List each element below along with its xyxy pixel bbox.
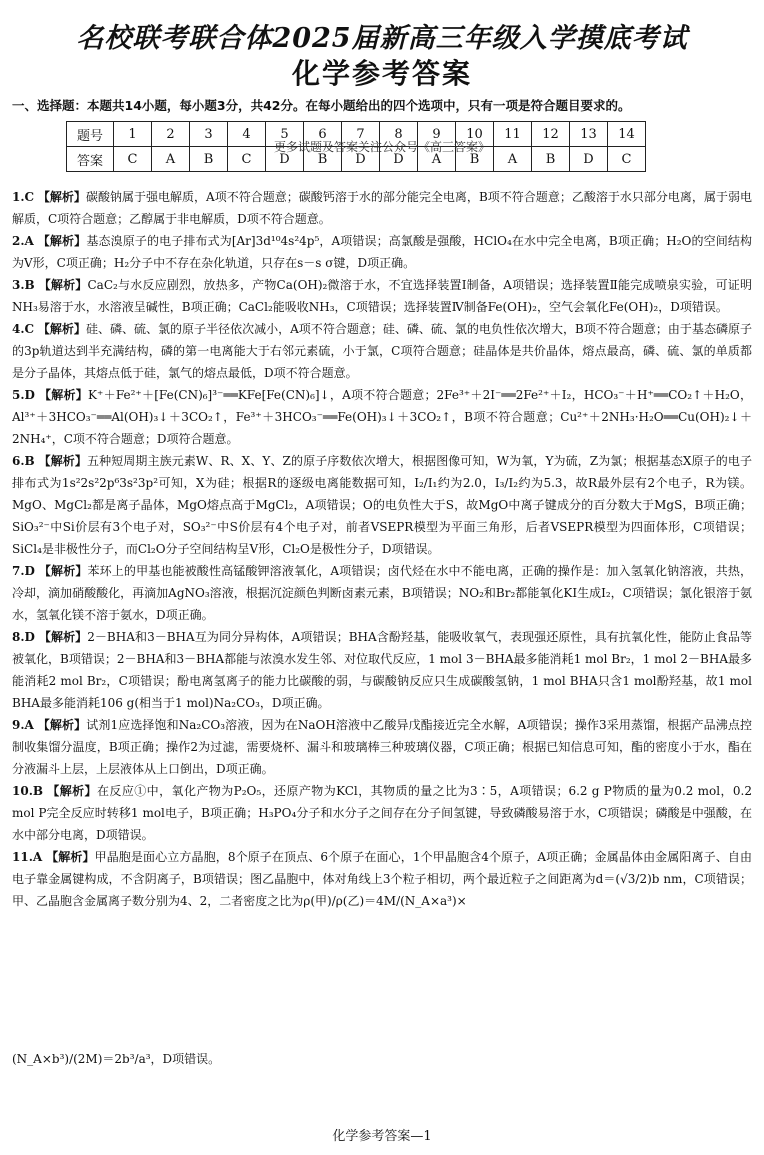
explanation-item — [12, 560, 752, 626]
question-number: 9 — [418, 122, 456, 147]
analysis-tag: 【解析】 — [37, 718, 87, 732]
item-number: 9.A — [12, 718, 34, 732]
analysis-tag: 【解析】 — [46, 850, 95, 864]
watermark-text: 更多试题及答案关注公众号《高三答案》 — [273, 140, 490, 154]
analysis-tag: 【解析】 — [37, 190, 86, 204]
item-number: 7.D — [12, 564, 35, 578]
question-number: 1 — [114, 122, 152, 147]
item-text: 五种短周期主族元素W、R、X、Y、Z的原子序数依次增大，根据图像可知，W为氧，Y为硫，Z为氯；根据基态X原子的电子排布式为1s²2s²2p⁶3s²3p²可知，X为硅；根据R的逐级电离能数据可知，I₂/I₁约为2.0，I₃/I₂约为5.3，故R最外层有2个电子，R为镁。MgO、MgCl₂都是离子晶体，MgO熔点高于MgCl₂，A项错误；O的电负性大于S，故MgO中离子键成分的百分数大于MgS，B项正确；SiO₃²⁻中Si价层有3个电子对，SO₃²⁻中S价层有4个电子对，前者VSEPR模型为平面三角形，后者VSEPR模型为四面体形，C项错误；SiCl₄是非极性分子，而Cl₂O分子空间结构呈V形，Cl₂O是极性分子，D项错误。 — [12, 454, 752, 556]
question-number: 2 — [152, 122, 190, 147]
analysis-tag: 【解析】 — [47, 784, 97, 798]
explanation-item — [12, 384, 752, 450]
item-number: 4.C — [12, 322, 35, 336]
answer-cell: B — [532, 147, 570, 172]
item-number: 2.A — [12, 234, 34, 248]
analysis-tag: 【解析】 — [38, 278, 88, 292]
item-text: 碳酸钠属于强电解质，A项不符合题意；碳酸钙溶于水的部分能完全电离，B项不符合题意；乙酸溶于水只部分电离，属于弱电解质，C项符合题意；乙醇属于非电解质，D项不符合题意。 — [12, 190, 752, 226]
answer-cell: C — [114, 147, 152, 172]
answer-cell: B — [456, 147, 494, 172]
exam-title: 名校联考联合体2025届新高三年级入学摸底考试 — [76, 23, 688, 54]
section-heading: 一、选择题：本题共14小题，每小题3分，共42分。在每小题给出的四个选项中，只有一项是符合题目要求的。 — [12, 98, 631, 113]
explanation-item — [12, 274, 752, 318]
explanation-item — [12, 230, 752, 274]
row-label-question: 题号 — [67, 122, 114, 147]
answer-cell: D — [570, 147, 608, 172]
analysis-tag: 【解析】 — [39, 388, 89, 402]
question-number: 4 — [228, 122, 266, 147]
answer-cell: D — [380, 147, 418, 172]
explanation-item — [12, 626, 752, 714]
explanation-item — [12, 780, 752, 846]
question-number: 13 — [570, 122, 608, 147]
item-number: 8.D — [12, 630, 35, 644]
answer-cell: C — [228, 147, 266, 172]
item-text: 苯环上的甲基也能被酸性高锰酸钾溶液氧化，A项错误；卤代烃在水中不能电离，正确的操作是：加入氢氧化钠溶液，共热，冷却，滴加硝酸酸化，再滴加AgNO₃溶液，根据沉淀颜色判断卤素元素，B项错误；NO₂和Br₂都能氧化KI生成I₂，C项错误；氯化银溶于氨水，氢氧化镁不溶于氨水，D项正确。 — [12, 564, 752, 622]
item-number: 11.A — [12, 850, 43, 864]
item-text: 在反应①中，氧化产物为P₂O₅，还原产物为KCl，其物质的量之比为3∶5，A项错误；6.2 g P物质的量为0.2 mol，0.2 mol P完全反应时转移1 mol电子，B项正确；H₃PO₄分子和水分子之间存在分子间氢键，导致磷酸易溶于水，C项错误；磷酸是中强酸，在水中部分电离，D项错误。 — [12, 784, 752, 842]
analysis-tag: 【解析】 — [38, 564, 88, 578]
answer-cell: A — [494, 147, 532, 172]
question-number: 11 — [494, 122, 532, 147]
question-number: 3 — [190, 122, 228, 147]
answer-cell: A — [152, 147, 190, 172]
item-text: K⁺＋Fe²⁺＋[Fe(CN)₆]³⁻══KFe[Fe(CN)₆]↓，A项不符合题意；2Fe³⁺＋2I⁻══2Fe²⁺＋I₂，HCO₃⁻＋H⁺══CO₂↑＋H₂O，Al³⁺＋3HCO₃⁻══Al(OH)₃↓＋3CO₂↑，Fe³⁺＋3HCO₃⁻══Fe(OH)₃↓＋3CO₂↑，B项不符合题意；Cu²⁺＋2NH₃·H₂O══Cu(OH)₂↓＋2NH₄⁺，C项不符合题意；D项符合题意。 — [12, 388, 752, 446]
item-text: 基态溴原子的电子排布式为[Ar]3d¹⁰4s²4p⁵，A项错误；高氯酸是强酸，HClO₄在水中完全电离，B项正确；H₂O的空间结构为V形，C项正确；H₂分子中不存在杂化轨道，只存在s－s σ键，D项正确。 — [12, 234, 752, 270]
question-number: 14 — [608, 122, 646, 147]
question-number: 12 — [532, 122, 570, 147]
question-number: 5 — [266, 122, 304, 147]
answer-cell: D — [266, 147, 304, 172]
answer-cell: B — [190, 147, 228, 172]
item-text: 硅、磷、硫、氯的原子半径依次减小，A项不符合题意；硅、磷、硫、氯的电负性依次增大，B项不符合题意；由于基态磷原子的3p轨道达到半充满结构，磷的第一电离能大于右邻元素硫，小于氯，C项符合题意；硅晶体是共价晶体，熔点最高，磷、硫、氯的单质都是分子晶体，其熔点低于硅，氯气的熔点最低，D项不符合题意。 — [12, 322, 752, 380]
item-number: 6.B — [12, 454, 35, 468]
item-number: 1.C — [12, 190, 35, 204]
analysis-tag: 【解析】 — [37, 234, 87, 248]
explanation-item — [12, 318, 752, 384]
item-number: 5.D — [12, 388, 35, 402]
analysis-tag: 【解析】 — [38, 454, 87, 468]
explanation-item — [12, 450, 752, 560]
analysis-tag: 【解析】 — [37, 322, 86, 336]
row-label-answer: 答案 — [67, 147, 114, 172]
answer-cell: B — [304, 147, 342, 172]
item-text: 2－BHA和3－BHA互为同分异构体，A项错误；BHA含酚羟基，能吸收氧气，表现强还原性，具有抗氧化性，能防止食品等被氧化，B项错误；2－BHA和3－BHA都能与浓溴水发生邻、对位取代反应，1 mol 3－BHA最多能消耗1 mol Br₂，1 mol 2－BHA最多能消耗2 mol Br₂，C项错误；酚电离氢离子的能力比碳酸的弱，与碳酸钠反应只生成碳酸氢钠，1 mol BHA只含1 mol酚羟基，故1 mol BHA最多能消耗106 g(相当于1 mol)Na₂CO₃，D项正确。 — [12, 630, 752, 710]
item-text: 甲晶胞是面心立方晶胞，8个原子在顶点、6个原子在面心，1个甲晶胞含4个原子，A项正确；金属晶体由金属阳离子、自由电子靠金属键构成，不含阴离子，B项错误；图乙晶胞中，体对角线上3个粒子相切，两个最近粒子之间距离为d＝(√3/2)b nm，C项错误；甲、乙晶胞含金属离子数分别为4、2，二者密度之比为ρ(甲)/ρ(乙)＝4M/(N_A×a³)× — [12, 850, 752, 908]
answer-cell: C — [608, 147, 646, 172]
answer-cell: A — [418, 147, 456, 172]
answer-key-title: 化学参考答案 — [291, 57, 472, 90]
item-text: 试剂1应选择饱和Na₂CO₃溶液，因为在NaOH溶液中乙酸异戊酯接近完全水解，A项错误；操作3采用蒸馏，根据产品沸点控制收集馏分温度，B项正确；操作2为过滤，需要烧杯、漏斗和玻璃棒三种玻璃仪器，C项正确；根据已知信息可知，酯的密度小于水，酯在分液漏斗上层，上层液体从上口倒出，D项正确。 — [12, 718, 752, 776]
question-number: 8 — [380, 122, 418, 147]
question-number: 10 — [456, 122, 494, 147]
item-number: 10.B — [12, 784, 44, 798]
question-number: 6 — [304, 122, 342, 147]
page-footer: 化学参考答案—1 — [332, 1129, 432, 1144]
item-text: CaC₂与水反应剧烈，放热多，产物Ca(OH)₂微溶于水，不宜选择装置Ⅰ制备，A项错误；选择装置Ⅱ能完成喷泉实验，可证明NH₃易溶于水，水溶液呈碱性，B项正确；CaCl₂能吸收NH₃，C项错误；选择装置Ⅳ制备Fe(OH)₂，空气会氧化Fe(OH)₂，D项错误。 — [12, 278, 752, 314]
answer-cell: D — [342, 147, 380, 172]
question-number: 7 — [342, 122, 380, 147]
explanations — [12, 186, 752, 912]
item-number: 3.B — [12, 278, 35, 292]
explanation-item — [12, 186, 752, 230]
formula-continuation: (N_A×b³)/(2M)＝2b³/a³，D项错误。 — [12, 1052, 221, 1066]
explanation-item — [12, 846, 752, 912]
explanation-item — [12, 714, 752, 780]
analysis-tag: 【解析】 — [38, 630, 88, 644]
